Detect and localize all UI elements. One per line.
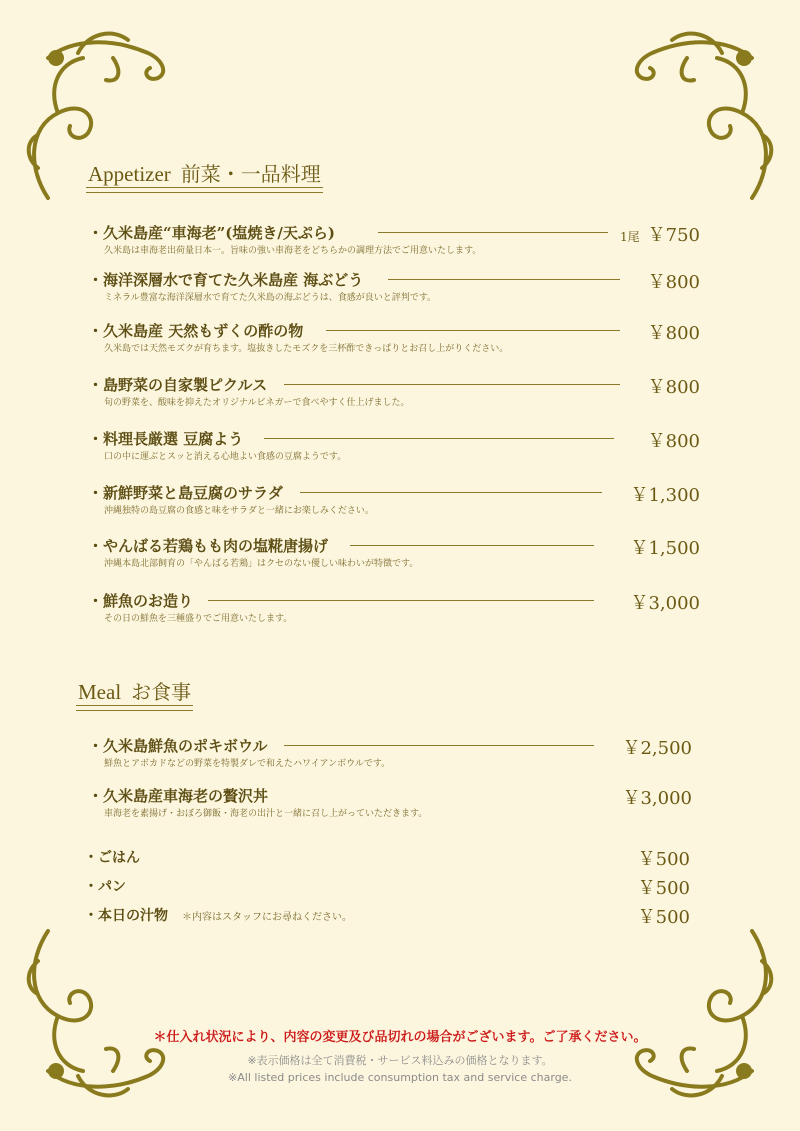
item-unit: 1尾 xyxy=(620,230,640,244)
item-name: ・ごはん xyxy=(84,850,140,866)
menu-item xyxy=(88,735,692,779)
item-price-value: ￥750 xyxy=(647,225,700,246)
item-description: 沖縄本島北部飼育の「やんばる若鶏」はクセのない優しい味わいが特徴です。 xyxy=(104,559,419,569)
item-description: 鮮魚とアボカドなどの野菜を特製ダレで和えたハワイアンボウルです。 xyxy=(104,759,391,769)
item-description: 沖縄独特の島豆腐の食感と味をサラダと一緒にお楽しみください。 xyxy=(104,506,374,516)
item-name: ・久米島鮮魚のポキボウル xyxy=(88,737,268,755)
item-description: 口の中に運ぶとスッと消える心地よい食感の豆腐ようです。 xyxy=(104,452,347,462)
side-item xyxy=(84,845,690,870)
item-name: ・海洋深層水で育てた久米島産 海ぶどう xyxy=(88,271,364,289)
item-name-wrap xyxy=(84,905,352,925)
availability-notice: ＊仕入れ状況により、内容の変更及び品切れの場合がございます。ご了承ください。 xyxy=(153,1030,647,1045)
section-title-jp: お食事 xyxy=(131,680,192,704)
item-name: ・やんばる若鶏もも肉の塩糀唐揚げ xyxy=(88,537,329,555)
item-name: ・新鮮野菜と島豆腐のサラダ xyxy=(88,484,283,502)
section-title-meal xyxy=(76,676,193,711)
tax-notice-en: ※All listed prices include consumption tax and service charge. xyxy=(228,1071,572,1084)
menu-item xyxy=(88,374,700,418)
leader-line xyxy=(284,384,620,385)
menu-item xyxy=(88,320,700,364)
item-price: ￥2,500 xyxy=(622,738,692,759)
leader-line xyxy=(326,330,620,331)
item-price: ￥800 xyxy=(647,272,700,293)
leader-line xyxy=(350,545,594,546)
item-name: ・久米島産“車海老”(塩焼き/天ぷら) xyxy=(88,224,335,242)
side-item xyxy=(84,903,690,928)
item-description: 久米島は車海老出荷量日本一。旨味の強い車海老をどちらかの調理方法でご用意いたします。 xyxy=(104,246,482,256)
item-name: ・パン xyxy=(84,879,126,895)
item-price: ￥800 xyxy=(647,431,700,452)
menu-item xyxy=(88,428,700,472)
item-description: 車海老を素揚げ・おぼろ御飯・海老の出汁と一緒に召し上がっていただきます。 xyxy=(104,809,428,819)
item-description: 久米島では天然モズクが育ちます。塩抜きしたモズクを三杯酢できっぱりとお召し上がりください。 xyxy=(104,344,509,354)
leader-line xyxy=(300,492,602,493)
item-name: ・島野菜の自家製ピクルス xyxy=(88,376,268,394)
item-price: ￥1,500 xyxy=(630,538,700,559)
item-price: ￥3,000 xyxy=(622,788,692,809)
item-name: ・料理長厳選 豆腐よう xyxy=(88,430,244,448)
item-name: ・久米島産 天然もずくの酢の物 xyxy=(88,322,304,340)
section-title-en: Meal xyxy=(78,680,122,704)
item-price xyxy=(620,221,700,247)
menu-item xyxy=(88,590,700,634)
section-title-jp: 前菜・一品料理 xyxy=(180,162,321,186)
menu-item xyxy=(88,785,692,829)
menu-item xyxy=(88,482,700,526)
leader-line xyxy=(208,600,594,601)
item-note: ＊内容はスタッフにお尋ねください。 xyxy=(182,912,352,923)
leader-line xyxy=(284,745,594,746)
side-item xyxy=(84,874,690,899)
item-price: ￥500 xyxy=(637,878,690,899)
item-price: ￥800 xyxy=(647,377,700,398)
leader-line xyxy=(378,232,608,233)
section-title-appetizer xyxy=(86,158,323,193)
item-description: ミネラル豊富な海洋深層水で育てた久米島の海ぶどうは、食感が良いと評判です。 xyxy=(104,293,437,303)
item-description: 旬の野菜を、酸味を抑えたオリジナルビネガーで食べやすく仕上げました。 xyxy=(104,398,410,408)
leader-line xyxy=(264,438,614,439)
menu-item xyxy=(88,535,700,579)
item-name: ・久米島産車海老の贅沢丼 xyxy=(88,787,269,805)
leader-line xyxy=(388,279,620,280)
menu-item xyxy=(88,222,700,266)
item-price: ￥500 xyxy=(637,849,690,870)
item-name: ・本日の汁物 xyxy=(84,908,168,924)
corner-ornament-top-right xyxy=(622,18,782,218)
item-price: ￥1,300 xyxy=(630,485,700,506)
tax-notice-jp: ※表示価格は全て消費税・サービス料込みの価格となります。 xyxy=(247,1054,553,1067)
item-name: ・鮮魚のお造り xyxy=(88,592,194,610)
item-price: ￥800 xyxy=(647,323,700,344)
menu-item xyxy=(88,269,700,313)
item-price: ￥500 xyxy=(637,907,690,928)
item-price: ￥3,000 xyxy=(630,593,700,614)
section-title-en: Appetizer xyxy=(88,162,171,186)
item-description: その日の鮮魚を三種盛りでご用意いたします。 xyxy=(104,614,293,624)
